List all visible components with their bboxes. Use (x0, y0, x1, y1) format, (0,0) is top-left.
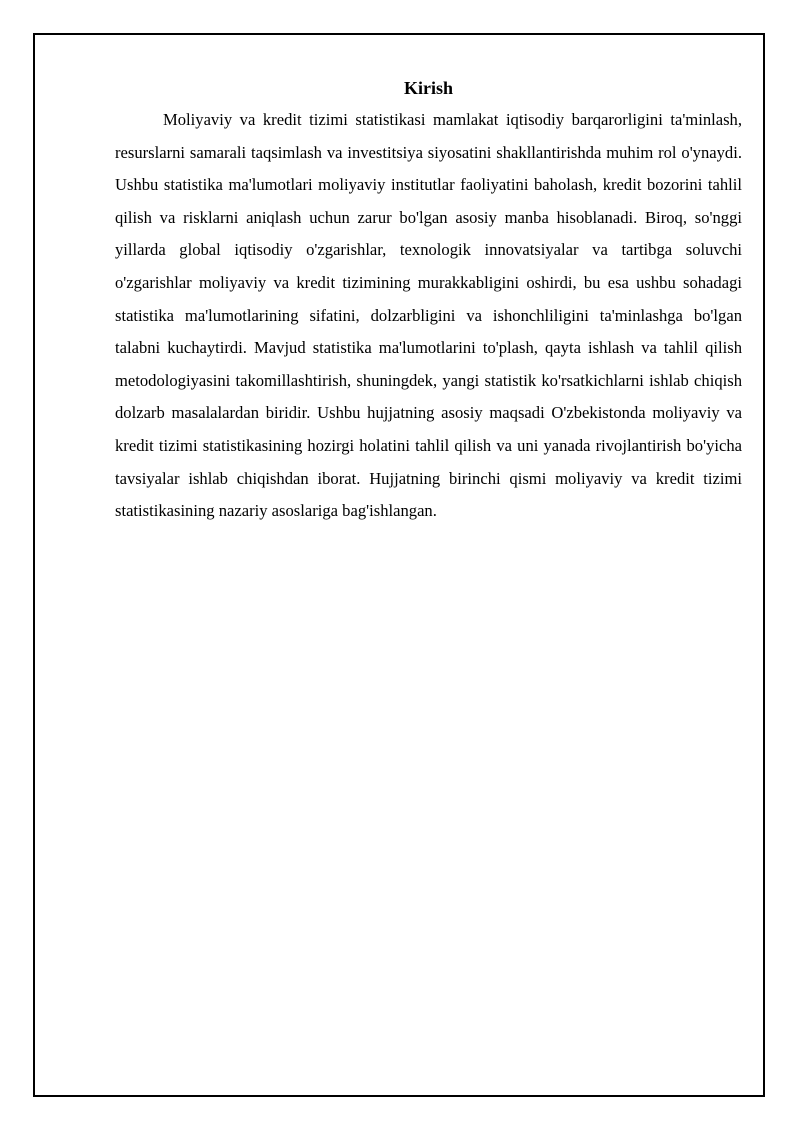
intro-paragraph: Moliyaviy va kredit tizimi statistikasi mamlakat iqtisodiy barqarorligini ta'minlash, resurslarni samarali taqsimlash va investitsiya siyosatini shakllantirishda muhim rol o'ynaydi. Ushbu statistika ma'lumotlari moliyaviy institutlar faoliyatini baholash, kredit bozorini tahlil qilish va risklarni aniqlash uchun zarur bo'lgan asosiy manba hisoblanadi. Biroq, so'nggi yillarda global iqtisodiy o'zgarishlar, texnologik innovatsiyalar va tartibga soluvchi o'zgarishlar moliyaviy va kredit tizimining murakkabligini oshirdi, bu esa ushbu sohadagi statistika ma'lumotlarining sifatini, dolzarbligini va ishonchliligini ta'minlashga bo'lgan talabni kuchaytirdi. Mavjud statistika ma'lumotlarini to'plash, qayta ishlash va tahlil qilish metodologiyasini takomillashtirish, shuningdek, yangi statistik ko'rsatkichlarni ishlab chiqish dolzarb masalalardan biridir. Ushbu hujjatning asosiy maqsadi O'zbekistonda moliyaviy va kredit tizimi statistikasining hozirgi holatini tahlil qilish va uni yanada rivojlantirish bo'yicha tavsiyalar ishlab chiqishdan iborat. Hujjatning birinchi qismi moliyaviy va kredit tizimi statistikasining nazariy asoslariga bag'ishlangan. (115, 110, 742, 521)
page-title: Kirish (403, 78, 453, 98)
document-body (115, 74, 742, 528)
